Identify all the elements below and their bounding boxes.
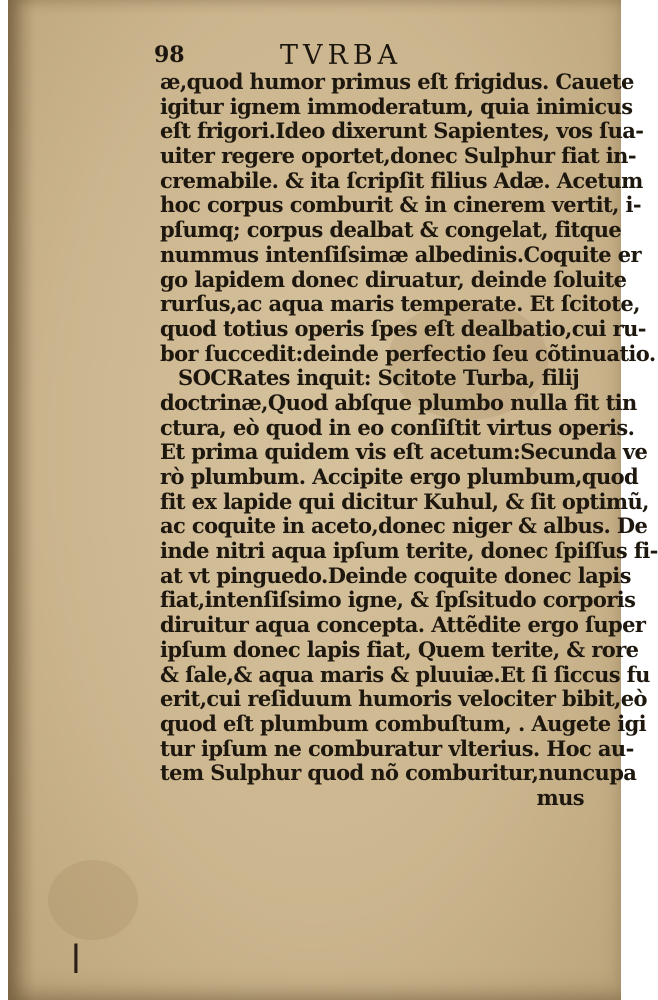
text-line: eſt frigori.Ideo dixerunt Sapientes, vos ſua- [160, 118, 644, 144]
text-line: quod totius operis ſpes eſt dealbatio,cui ru- [160, 315, 646, 341]
text-line: bor ſuccedit:deinde perfectio ſeu cõtinuatio. [160, 340, 656, 366]
book-page [8, 0, 658, 1000]
catchword-line: mus [536, 784, 584, 810]
text-line: ac coquite in aceto,donec niger & albus. De [160, 513, 648, 539]
margin-mark: ǀ [70, 937, 82, 983]
text-line: tur ipſum ne comburatur vlterius. Hoc au- [160, 735, 634, 761]
text-line: quod eſt plumbum combuſtum, . Augete igi [160, 710, 647, 736]
running-head: TVRBA [280, 40, 403, 71]
text-line: nummus intenſiſsimæ albedinis.Coquite er [160, 241, 641, 267]
text-line: fit ex lapide qui dicitur Kuhul, & ſit optimũ, [160, 488, 649, 514]
text-line: inde nitri aqua ipſum terite, donec ſpiſſus fi- [160, 538, 658, 564]
text-line: erit,cui reſiduum humoris velociter bibit,eò [160, 686, 647, 712]
text-line: & ſale,& aqua maris & pluuiæ.Et ſi ſiccus fu [160, 661, 650, 687]
text-line: ctura, eò quod in eo conſiſtit virtus operis. [160, 414, 635, 440]
page-number: 98 [154, 42, 185, 68]
text-line: pſumq; corpus dealbat & congelat, fitque [160, 217, 622, 243]
text-line: diruitur aqua concepta. Attẽdite ergo ſuper [160, 612, 646, 638]
text-line: tem Sulphur quod nõ comburitur,nuncupa [160, 760, 637, 786]
text-line: æ,quod humor primus eſt frigidus. Cauete [160, 69, 634, 94]
text-line: doctrinæ,Quod abſque plumbo nulla fit tin [160, 389, 637, 415]
paper-stain [48, 860, 138, 940]
text-line: hoc corpus comburit & in cinerem vertit, i- [160, 192, 642, 218]
paragraph-first-line: SOCRates inquit: Scitote Turba, filij [178, 365, 580, 391]
text-line: fiat,intenſiſsimo igne, & ſpſsitudo corporis [160, 587, 636, 613]
spine-shadow [8, 0, 36, 1000]
text-block [160, 69, 658, 811]
text-line: go lapidem donec diruatur, deinde ſoluite [160, 266, 627, 292]
text-line: at vt pinguedo.Deinde coquite donec lapis [160, 562, 631, 588]
text-line: uiter regere oportet,donec Sulphur fiat in- [160, 143, 636, 169]
text-line: cremabile. & ita ſcripſit filius Adæ. Acetum [160, 167, 643, 193]
text-line: Et prima quidem vis eſt acetum:Secunda ve [160, 439, 648, 465]
text-line: igitur ignem immoderatum, quia inimicus [160, 93, 633, 119]
text-line: rurſus,ac aqua maris temperate. Et ſcitote, [160, 291, 640, 317]
text-line: rò plumbum. Accipite ergo plumbum,quod [160, 464, 639, 489]
text-line: ipſum donec lapis fiat, Quem terite, & rore [160, 636, 639, 662]
